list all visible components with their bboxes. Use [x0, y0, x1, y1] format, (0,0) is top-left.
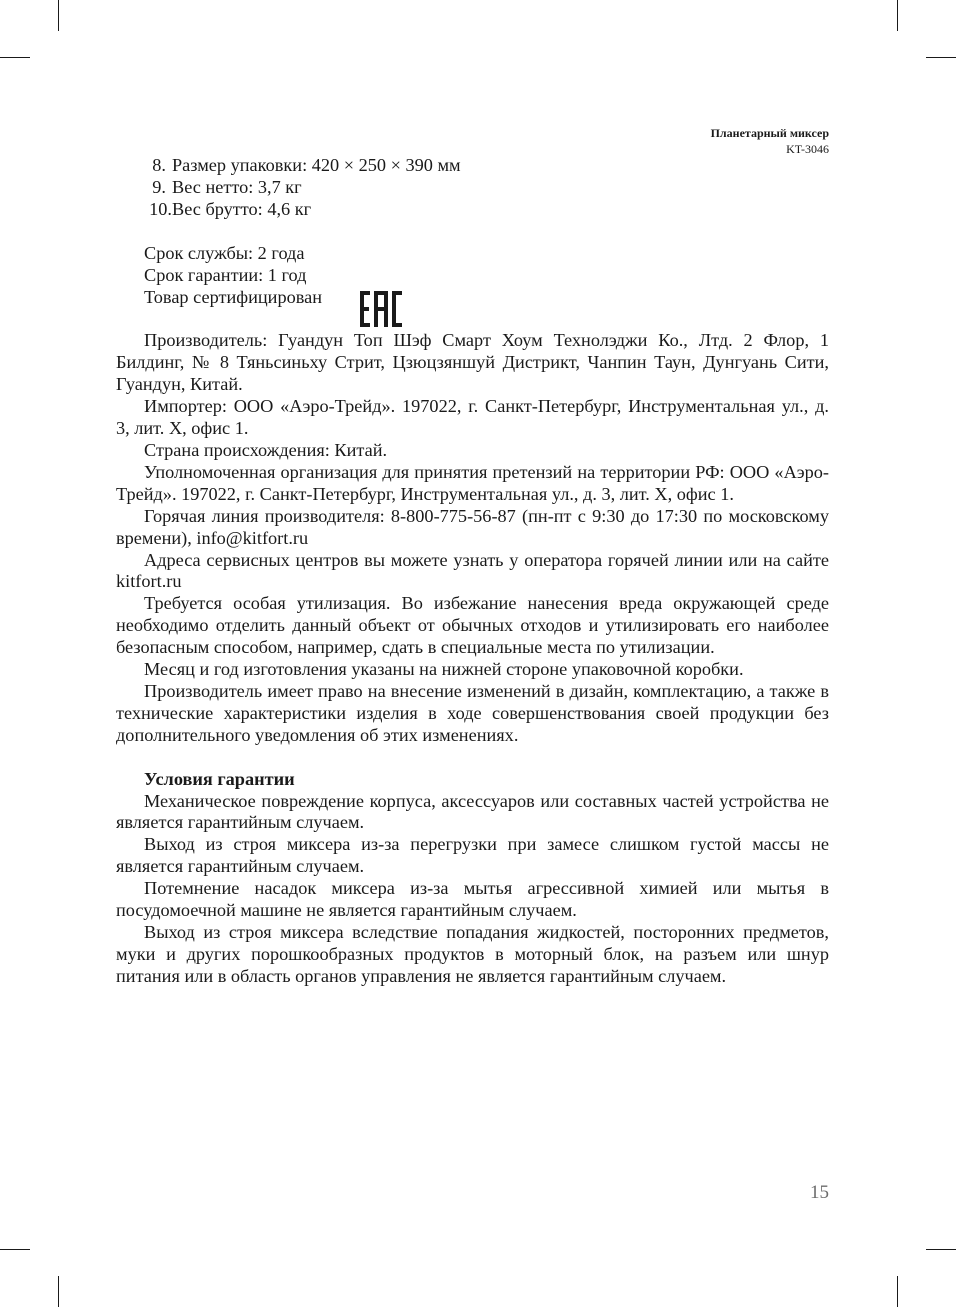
spec-item — [116, 155, 829, 177]
crop-mark-bottom-left-vertical — [58, 1276, 59, 1307]
crop-mark-bottom-left-horizontal — [0, 1249, 30, 1250]
paragraph-importer: Импортер: ООО «Аэро-Трейд». 197022, г. Санкт-Петербург, Инструментальная ул., д. 3, лит. Х, офис 1. — [116, 396, 829, 439]
spec-text: Вес нетто: 3,7 кг — [172, 176, 302, 197]
paragraph-disposal: Требуется особая утилизация. Во избежание нанесения вреда окружающей среде необходимо отделить данный объект от обычных отходов и утилизировать его наиболее безопасным способом, например, сдать в специальные места по утилизации. — [116, 593, 829, 658]
paragraph-claims-org: Уполномоченная организация для принятия претензий на территории РФ: ООО «Аэро-Трейд». 197022, г. Санкт-Петербург, Инструментальная ул., д. 3, лит. Х, офис 1. — [116, 461, 829, 504]
paragraph-manufacture-date: Месяц и год изготовления указаны на нижней стороне упаковочной коробки. — [144, 659, 744, 680]
crop-mark-top-left-horizontal — [0, 57, 30, 58]
warranty-paragraph: Выход из строя миксера из-за перегрузки при замесе слишком густой массы не является гарантийным случаем. — [116, 834, 829, 877]
page-number: 15 — [810, 1182, 829, 1203]
spec-number: 9. — [152, 176, 166, 197]
warranty-section-title: Условия гарантии — [144, 768, 295, 789]
product-model: KT-3046 — [786, 142, 829, 156]
spec-number: 8. — [152, 155, 166, 175]
spec-text: Размер упаковки: 420 × 250 × 390 мм — [172, 155, 461, 175]
certified-statement: Товар сертифицирован — [144, 286, 323, 307]
spec-text: Вес брутто: 4,6 кг — [172, 198, 312, 219]
running-header — [711, 125, 829, 157]
crop-mark-top-right-vertical — [897, 0, 898, 31]
service-life: Срок службы: 2 года — [144, 242, 305, 263]
paragraph-changes: Производитель имеет право на внесение изменений в дизайн, комплектацию, а также в технические характеристики изделия в ходе совершенствования своей продукции без дополнительного уведомления об этих изменениях. — [116, 680, 829, 745]
paragraph-service-centers: Адреса сервисных центров вы можете узнать у оператора горячей линии или на сайте kitfort.ru — [116, 549, 829, 592]
warranty-paragraph: Потемнение насадок миксера из-за мытья агрессивной химией или мытья в посудомоечной машине не является гарантийным случаем. — [116, 878, 829, 921]
warranty-conditions — [116, 791, 829, 988]
warranty-paragraph: Выход из строя миксера вследствие попадания жидкостей, посторонних предметов, муки и других порошкообразных продуктов в моторный блок, на разъем или шнур питания или в область органов управления не является гарантийным случаем. — [116, 922, 829, 986]
manufacturer-info — [116, 330, 829, 746]
crop-mark-bottom-right-vertical — [897, 1276, 898, 1307]
crop-mark-top-right-horizontal — [926, 57, 956, 58]
warranty-paragraph: Механическое повреждение корпуса, аксессуаров или составных частей устройства не является гарантийным случаем. — [116, 790, 829, 833]
paragraph-country: Страна происхождения: Китай. — [144, 439, 388, 460]
paragraph-manufacturer: Производитель: Гуандун Топ Шэф Смарт Хоум Технолэджи Ко., Лтд. 2 Флор, 1 Билдинг, № 8 Тяньсиньху Стрит, Цзюцзяншуй Дистрикт, Чанпин Таун, Дунгуань Сити, Гуандун, Китай. — [116, 330, 829, 395]
warranty-term: Срок гарантии: 1 год — [144, 264, 307, 285]
crop-mark-bottom-right-horizontal — [926, 1249, 956, 1250]
eac-certification-icon — [360, 291, 402, 327]
paragraph-hotline: Горячая линия производителя: 8-800-775-56-87 (пн-пт с 9:30 до 17:30 по московскому времени), info@kitfort.ru — [116, 505, 829, 548]
spec-list — [116, 155, 829, 221]
crop-mark-top-left-vertical — [58, 0, 59, 31]
spec-item — [116, 177, 829, 199]
page-content — [116, 155, 829, 988]
product-title: Планетарный миксер — [710, 126, 829, 140]
spec-number: 10. — [149, 198, 172, 219]
certification-block — [116, 243, 829, 309]
spec-item — [116, 199, 829, 221]
